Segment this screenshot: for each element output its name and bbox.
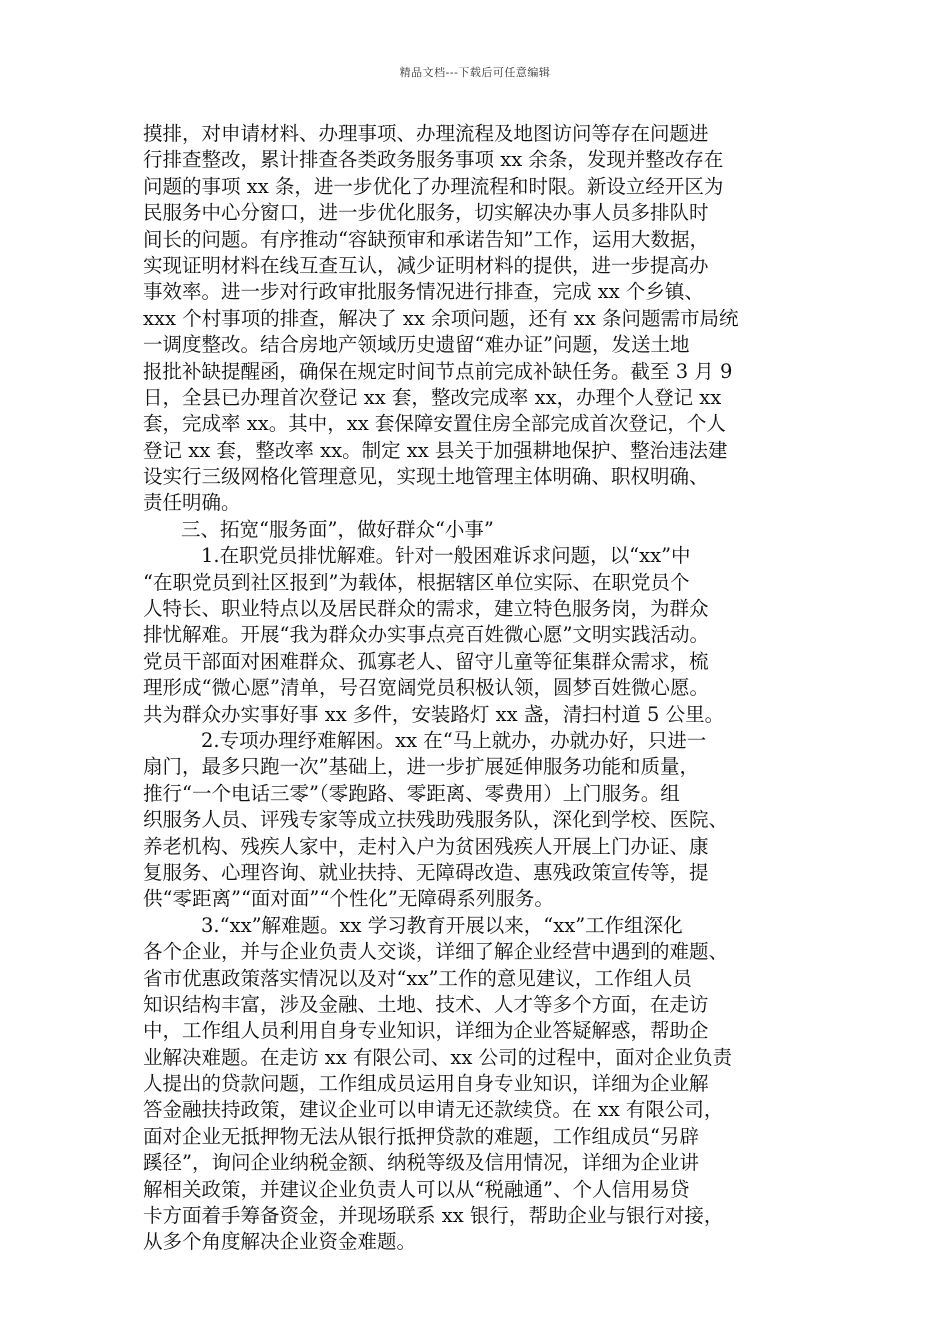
text-line: 业解决难题。在走访 xx 有限公司、xx 公司的过程中，面对企业负责: [143, 1045, 733, 1069]
text-line: 解相关政策，并建议企业负责人可以从“税融通”、个人信用易贷: [143, 1177, 690, 1201]
text-line: 党员干部面对困难群众、孤寡老人、留守儿童等征集群众需求，梳: [143, 649, 709, 673]
text-line: 民服务中心分窗口，进一步优化服务，切实解决办事人员多排队时: [143, 201, 709, 225]
text-line: 推行“一个电话三零”（零跑路、零距离、零费用）上门服务。组: [143, 781, 680, 805]
text-line: 中，工作组人员利用自身专业知识，详细为企业答疑解惑，帮助企: [143, 1019, 709, 1043]
document-body: [143, 121, 811, 1256]
paragraph-start: 3.“xx”解难题。xx 学习教育开展以来，“xx”工作组深化: [201, 913, 683, 937]
text-line: 卡方面着手筹备资金，并现场联系 xx 银行，帮助企业与银行对接，: [143, 1204, 724, 1228]
page-header: 精品文档---下载后可任意编辑: [399, 66, 551, 79]
text-line: 排忧解难。开展“我为群众办实事点亮百姓微心愿”文明实践活动。: [143, 623, 709, 647]
paragraph-start: 1.在职党员排忧解难。针对一般困难诉求问题，以“xx”中: [201, 544, 691, 568]
text-line: 省市优惠政策落实情况以及对“xx”工作的意见建议，工作组人员: [143, 966, 692, 990]
text-line: 事效率。进一步对行政审批服务情况进行排查，完成 xx 个乡镇、: [143, 280, 704, 304]
text-line: 一调度整改。结合房地产领域历史遗留“难办证”问题，发送土地: [143, 333, 690, 357]
text-line: 共为群众办实事好事 xx 多件，安装路灯 xx 盏，清扫村道 5 公里。: [143, 702, 725, 726]
text-line: 知识结构丰富，涉及金融、土地、技术、人才等多个方面，在走访: [143, 992, 709, 1016]
text-line: 面对企业无抵押物无法从银行抵押贷款的难题，工作组成员“另辟: [143, 1124, 699, 1148]
text-line: 人特长、职业特点以及居民群众的需求，建立特色服务岗，为群众: [143, 597, 709, 621]
text-line: 套，完成率 xx。其中，xx 套保障安置住房全部完成首次登记，个人: [143, 412, 726, 436]
text-line: 养老机构、残疾人家中，走村入户为贫困残疾人开展上门办证、康: [143, 834, 709, 858]
text-line: 登记 xx 套，整改率 xx。制定 xx 县关于加强耕地保护、整治违法建: [143, 438, 728, 462]
text-line: 答金融扶持政策，建议企业可以申请无还款续贷。在 xx 有限公司，: [143, 1098, 724, 1122]
text-line: 供“零距离”“面对面”“个性化”无障碍系列服务。: [143, 887, 554, 911]
text-line: 扇门，最多只跑一次”基础上，进一步扩展延伸服务功能和质量，: [143, 755, 699, 779]
text-line: 间长的问题。有序推动“容缺预审和承诺告知”工作，运用大数据，: [143, 227, 709, 251]
text-line: 复服务、心理咨询、就业扶持、无障碍改造、惠残政策宣传等，提: [143, 860, 709, 884]
text-line: 织服务人员、评残专家等成立扶残助残服务队，深化到学校、医院、: [143, 808, 729, 832]
text-line: 蹊径”，询问企业纳税金额、纳税等级及信用情况，详细为企业讲: [143, 1151, 699, 1175]
text-line: 报批补缺提醒函，确保在规定时间节点前完成补缺任务。截至 3 月 9: [143, 359, 733, 383]
text-line: xxx 个村事项的排查，解决了 xx 余项问题，还有 xx 条问题需市局统: [143, 306, 739, 330]
paragraph-start: 2.专项办理纾难解困。xx 在“马上就办，办就办好，只进一: [201, 728, 707, 752]
text-line: 责任明确。: [143, 491, 241, 515]
text-line: 问题的事项 xx 条，进一步优化了办理流程和时限。新设立经开区为: [143, 174, 724, 198]
text-line: “在职党员到社区报到”为载体，根据辖区单位实际、在职党员个: [143, 570, 690, 594]
text-line: 人提出的贷款问题，工作组成员运用自身专业知识，详细为企业解: [143, 1072, 709, 1096]
text-line: 设实行三级网格化管理意见，实现土地管理主体明确、职权明确、: [143, 465, 709, 489]
text-line: 实现证明材料在线互查互认，减少证明材料的提供，进一步提高办: [143, 253, 709, 277]
text-line: 日，全县已办理首次登记 xx 套，整改完成率 xx，办理个人登记 xx: [143, 385, 722, 409]
section-heading: 三、拓宽“服务面”，做好群众“小事”: [181, 517, 494, 541]
text-line: 摸排，对申请材料、办理事项、办理流程及地图访问等存在问题进: [143, 122, 709, 145]
text-line: 理形成“微心愿”清单，号召宽阔党员积极认领，圆梦百姓微心愿。: [143, 676, 709, 700]
text-line: 行排查整改，累计排查各类政务服务事项 xx 余条，发现并整改存在: [143, 148, 724, 172]
text-line: 从多个角度解决企业资金难题。: [143, 1230, 417, 1254]
text-line: 各个企业，并与企业负责人交谈，详细了解企业经营中遇到的难题、: [143, 940, 729, 964]
